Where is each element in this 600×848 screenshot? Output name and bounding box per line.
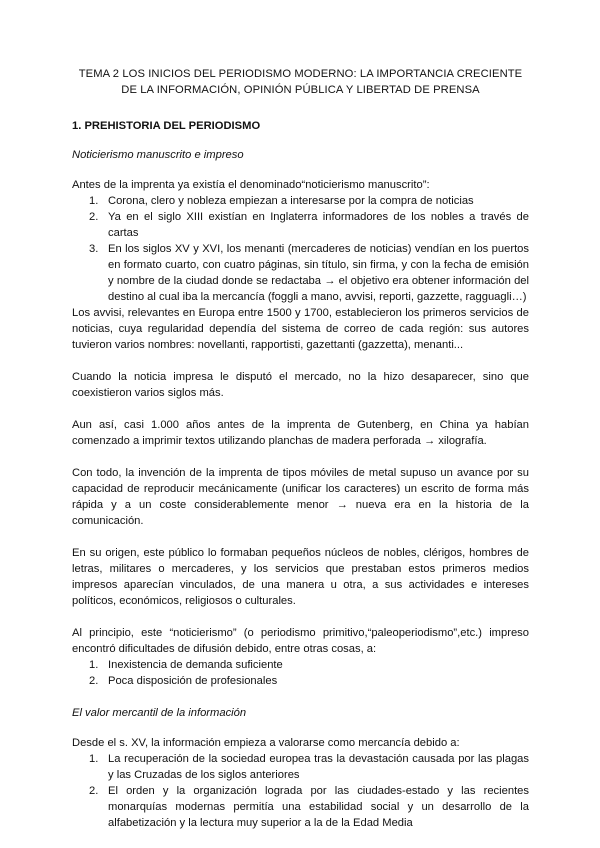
list-item-number: 3.: [89, 243, 99, 255]
list-item: [72, 673, 529, 689]
list-mercancia: [72, 751, 529, 831]
document-title: TEMA 2 LOS INICIOS DEL PERIODISMO MODERNO: LA IMPORTANCIA CRECIENTE DE LA INFORMACIÓN, OPINIÓN PÚBLICA Y LIBERTAD DE PRENSA: [78, 68, 523, 96]
list-item-number: 2.: [89, 675, 99, 687]
list-item-number: 1.: [89, 659, 99, 671]
list-item-number: 2.: [89, 211, 99, 223]
list-dificultades: [72, 657, 529, 689]
section-heading: 1. PREHISTORIA DEL PERIODISMO: [72, 120, 261, 132]
subsection-heading-valor-mercantil: El valor mercantil de la información: [72, 707, 247, 719]
paragraph-principio: Al principio, este “noticierismo” (o periodismo primitivo,“paleoperiodismo”,etc.) impreso encontró dificultades de difusión debido, entre otras cosas, a:: [72, 627, 529, 655]
list-item: [72, 751, 529, 783]
list-item-text: Inexistencia de demanda suficiente: [108, 659, 283, 671]
list-item-text: Corona, clero y nobleza empiezan a interesarse por la compra de noticias: [108, 195, 474, 207]
paragraph-avvisi: Los avvisi, relevantes en Europa entre 1500 y 1700, establecieron los primeros servicios de noticias, cuya regularidad dependía del sistema de correo de cada región: sus autores tuvieron varios nombres: novellanti, rapportisti, gazettanti (gazzetta), menanti...: [72, 307, 529, 351]
list-item-text: El orden y la organización lograda por las ciudades-estado y las recientes monarquías modernas permitía una estabilidad social y un desarrollo de la alfabetización y la lectura muy superior a la de la Edad Media: [108, 785, 529, 829]
paragraph-aun-asi: Aun así, casi 1.000 años antes de la imprenta de Gutenberg, en China ya habían comenzado a imprimir textos utilizando planchas de madera perforada → xilografía.: [72, 419, 529, 447]
list-item-text: Ya en el siglo XIII existían en Inglaterra informadores de los nobles a través de cartas: [108, 211, 529, 239]
paragraph-origen: En su origen, este público lo formaban pequeños núcleos de nobles, clérigos, hombres de letras, militares o mercaderes, y los servicios que prestaban estos primeros medios impresos aparecían vinculados, de una manera u otra, a sus actividades e intereses políticos, económicos, religiosos o culturales.: [72, 547, 529, 607]
paragraph-cuando: Cuando la noticia impresa le disputó el mercado, no la hizo desaparecer, sino que coexistieron varios siglos más.: [72, 371, 529, 399]
list-item-number: 1.: [89, 195, 99, 207]
list-item: [72, 241, 529, 305]
list-noticierismo: [72, 193, 529, 305]
list-item-number: 1.: [89, 753, 99, 765]
list-item: [72, 193, 529, 209]
list-item: [72, 209, 529, 241]
paragraph-intro: Antes de la imprenta ya existía el denominado“noticierismo manuscrito”:: [72, 179, 430, 191]
list-item: [72, 783, 529, 831]
list-item-text: En los siglos XV y XVI, los menanti (mercaderes de noticias) vendían en los puertos en formato cuarto, con cuatro páginas, sin título, sin firma, y con la fecha de emisión y nombre de la ciudad donde se redactaba → el objetivo era obtener información del destino al cual iba la mercancía (foggli a mano, avvisi, reporti, gazzette, ragguagli…): [108, 243, 529, 303]
list-item: [72, 657, 529, 673]
list-item-text: La recuperación de la sociedad europea tras la devastación causada por las plagas y las Cruzadas de los siglos anteriores: [108, 753, 529, 781]
paragraph-con-todo: Con todo, la invención de la imprenta de tipos móviles de metal supuso un avance por su capacidad de reproducir mecánicamente (unificar los caracteres) un escrito de forma más rápida y a un coste considerablemente menor → nueva era en la historia de la comunicación.: [72, 467, 529, 527]
list-item-text: Poca disposición de profesionales: [108, 675, 278, 687]
paragraph-desde: Desde el s. XV, la información empieza a valorarse como mercancía debido a:: [72, 737, 460, 749]
subsection-heading-noticierismo: Noticierismo manuscrito e impreso: [72, 149, 244, 161]
list-item-number: 2.: [89, 785, 99, 797]
